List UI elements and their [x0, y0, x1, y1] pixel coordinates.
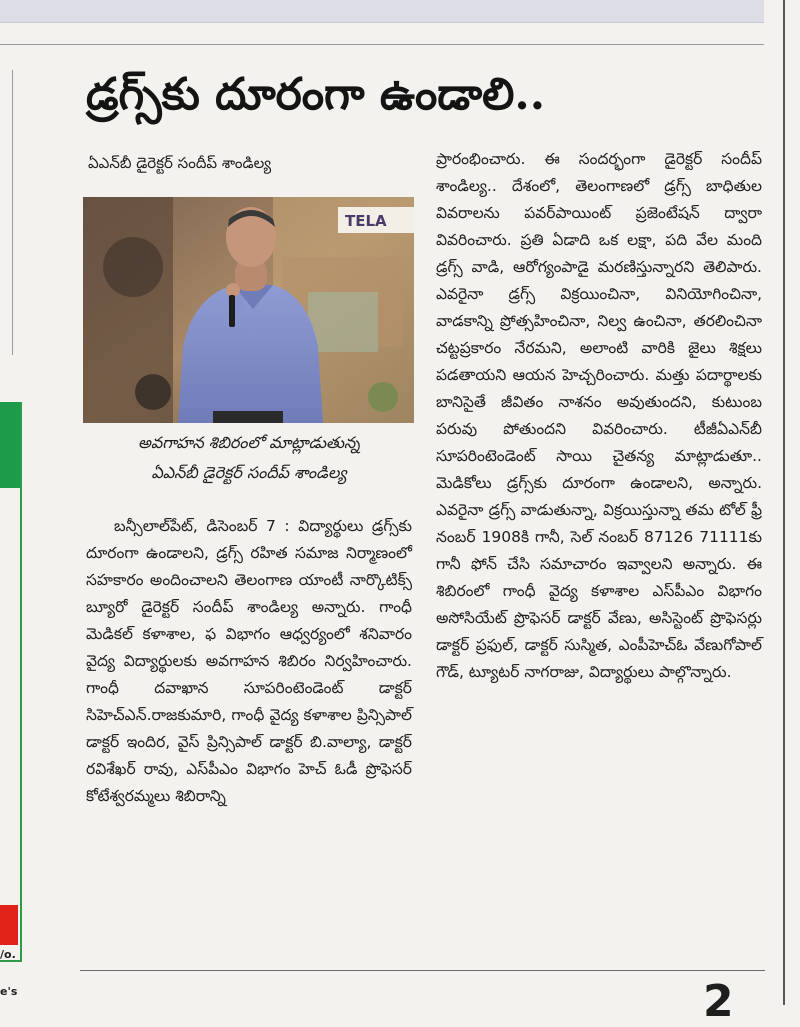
speaker-photo-illustration	[83, 197, 414, 423]
column-2-text: ప్రారంభించారు. ఈ సందర్భంగా డైరెక్టర్ సందీప్ శాండిల్య.. దేశంలో, తెలంగాణలో డ్రగ్స్ బాధితుల వివరాలను పవర్‌పాయింట్ ప్రజెంటేషన్ ద్వారా వివరించారు. ప్రతి ఏడాది ఒక లక్షా, పది వేల మంది డ్రగ్స్ వాడి, ఆరోగ్యంపాడై మరణిస్తున్నారని తెలిపారు. ఎవరైనా డ్రగ్స్ విక్రయించినా, వినియోగించినా, వాడకాన్ని ప్రోత్సహించినా, నిల్వ ఉంచినా, తరలించినా చట్టప్రకారం నేరమని, అలాంటి వారికి జైలు శిక్షలు పడతాయని ఆయన హెచ్చరించారు. మత్తు పదార్థాలకు బానిసైతే జీవితం నాశనం అవుతుందని, కుటుంబ పరువు పోతుందని వివరించారు. టీజీఏఎన్‌బీ సూపరింటెండెంట్ సాయి చైతన్య మాట్లాడుతూ.. మెడికోలు డ్రగ్స్‌కు దూరంగా ఉండాలని, అన్నారు. ఎవరైనా డ్రగ్స్ వాడుతున్నా, విక్రయిస్తున్నా తమ టోల్ ఫ్రీ నంబర్ 1908కి గానీ, సెల్ నంబర్ 87126 71111కు గానీ ఫోన్ చేసి సమాచారం ఇవ్వాలని అన్నారు. ఈ శిబిరంలో గాంధీ వైద్య కళాశాల ఎస్‌పీఎం విభాగం అసోసియేట్ ప్రొఫెసర్ డాక్టర్ వేణు, అసిస్టెంట్ ప్రొఫెసర్లు డాక్టర్ ప్రఫుల్, డాక్టర్ సుస్మిత, ఎంపీహెచ్ఓ వేణుగోపాల్ గౌడ్, ట్యూటర్ నాగరాజు, విద్యార్థులు పాల్గొన్నారు.	[436, 150, 762, 681]
caption-line-1: అవగాహన శిబిరంలో మాట్లాడుతున్న	[138, 433, 360, 452]
article-column-2	[436, 146, 762, 686]
margin-fragment-1: /o.	[0, 948, 16, 961]
header-rule	[0, 44, 764, 45]
photo-sign-text: TELA	[345, 212, 387, 230]
column-1-text: బన్సీలాల్‌పేట్, డిసెంబర్ 7 : విద్యార్థులు డ్రగ్స్‌కు దూరంగా ఉండాలని, డ్రగ్స్ రహిత సమాజ నిర్మాణంలో సహకారం అందించాలని తెలంగాణ యాంటీ నార్కొటిక్స్ బ్యూరో డైరెక్టర్ సందీప్ శాండిల్య అన్నారు. గాంధీ మెడికల్ కళాశాల, ఫ విభాగం ఆధ్వర్యంలో శనివారం వైద్య విద్యార్థులకు అవగాహన శిబిరం నిర్వహించారు. గాంధీ దవాఖాన సూపరింటెండెంట్ డాక్టర్ సిహెచ్ఎన్.రాజకుమారి, గాంధీ వైద్య కళాశాల ప్రిన్సిపాల్ డాక్టర్ ఇందిర, వైస్ ప్రిన్సిపాల్ డాక్టర్ బి.వాల్యా, డాక్టర్ రవిశేఖర్ రావు, ఎస్‌పీఎం విభాగం హెచ్ ఓడీ ప్రొఫెసర్ కోటేశ్వరమ్మలు శిబిరాన్ని	[86, 517, 413, 805]
margin-fragment-2: e's	[0, 985, 18, 998]
left-margin-rule	[12, 70, 13, 355]
article-photo	[83, 197, 414, 423]
footer-rule	[80, 970, 765, 971]
adjacent-ad-green-block	[0, 402, 20, 488]
article-column-1	[86, 513, 412, 810]
column-divider	[783, 0, 785, 1005]
caption-line-2: ఏఎన్‌బీ డైరెక్టర్ సందీప్ శాండిల్య	[151, 463, 347, 482]
page-number: 2	[703, 976, 734, 1027]
article-headline: డ్రగ్స్‌కు దూరంగా ఉండాలి..	[86, 69, 546, 120]
article-byline: ఏఎన్‌బీ డైరెక్టర్ సందీప్ శాండిల్య	[88, 154, 272, 172]
adjacent-ad-red-block	[0, 905, 18, 945]
photo-caption	[86, 428, 412, 488]
top-ad-band	[0, 0, 764, 23]
